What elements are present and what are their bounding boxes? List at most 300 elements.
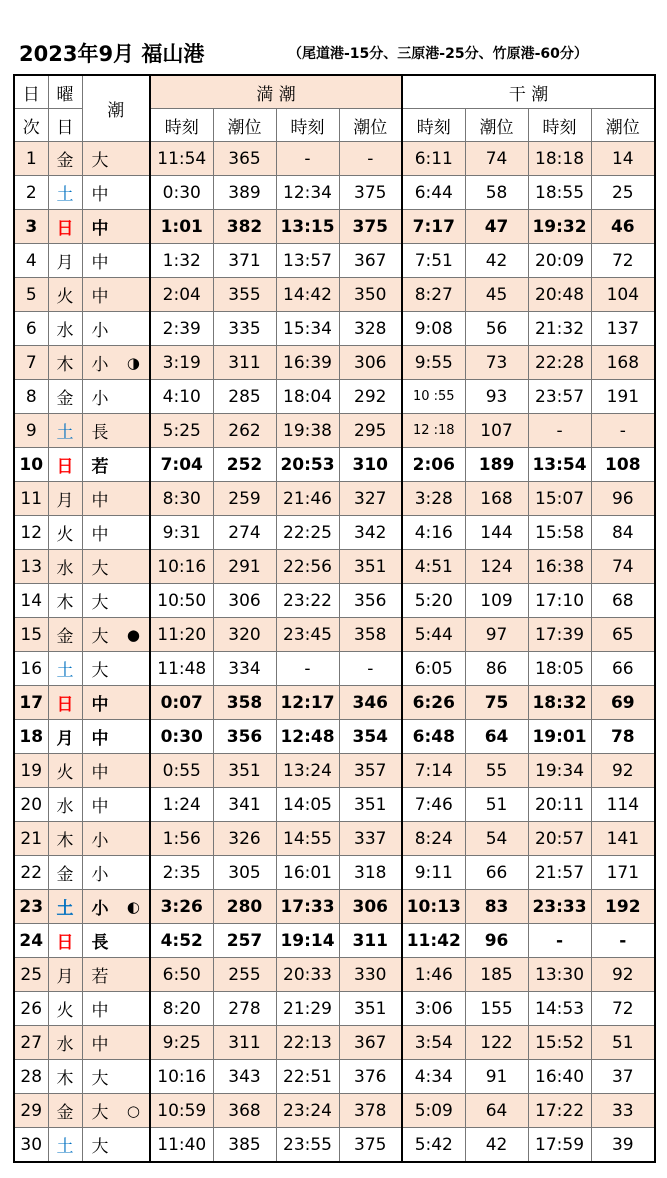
weekday-cell: 金 — [48, 142, 82, 176]
low-level-2-cell: 65 — [591, 618, 655, 652]
high-time-1-cell: 1:01 — [150, 210, 213, 244]
high-level-2-cell: 358 — [339, 618, 402, 652]
low-time-1-cell: 12 :18 — [402, 414, 465, 448]
table-row — [14, 278, 655, 312]
tide-type-label: 小 — [91, 831, 109, 851]
high-level-1-cell: 358 — [213, 686, 276, 720]
high-time-1-cell: 2:35 — [150, 856, 213, 890]
day-cell: 21 — [14, 822, 48, 856]
high-time-2-cell: 19:14 — [276, 924, 339, 958]
weekday-cell: 木 — [48, 822, 82, 856]
low-time-1-cell: 6:44 — [402, 176, 465, 210]
weekday-cell: 土 — [48, 1128, 82, 1163]
tide-type-label: 大 — [91, 559, 109, 579]
high-level-1-header: 潮位 — [213, 109, 276, 142]
high-level-1-cell: 259 — [213, 482, 276, 516]
low-level-2-cell: 192 — [591, 890, 655, 924]
day-cell: 13 — [14, 550, 48, 584]
low-level-1-cell: 144 — [465, 516, 528, 550]
low-level-1-cell: 97 — [465, 618, 528, 652]
low-time-2-cell: - — [528, 414, 591, 448]
tide-type-cell — [82, 618, 150, 652]
high-time-2-cell: 23:22 — [276, 584, 339, 618]
high-time-1-cell: 9:25 — [150, 1026, 213, 1060]
high-time-2-cell: 12:48 — [276, 720, 339, 754]
low-level-1-header: 潮位 — [465, 109, 528, 142]
low-time-1-cell: 5:42 — [402, 1128, 465, 1163]
low-time-1-cell: 7:46 — [402, 788, 465, 822]
high-level-2-cell: 350 — [339, 278, 402, 312]
low-time-2-cell: 15:52 — [528, 1026, 591, 1060]
table-row — [14, 822, 655, 856]
tide-type-label: 大 — [91, 627, 109, 647]
low-level-1-cell: 58 — [465, 176, 528, 210]
weekday-header-bottom: 日 — [48, 109, 82, 142]
tide-type-cell — [82, 1060, 150, 1094]
day-cell: 23 — [14, 890, 48, 924]
table-row — [14, 550, 655, 584]
low-level-2-cell: 168 — [591, 346, 655, 380]
high-time-1-header: 時刻 — [150, 109, 213, 142]
high-time-2-cell: 16:01 — [276, 856, 339, 890]
high-level-2-cell: 357 — [339, 754, 402, 788]
day-cell: 4 — [14, 244, 48, 278]
tide-type-cell — [82, 448, 150, 482]
tide-type-cell — [82, 550, 150, 584]
weekday-cell: 金 — [48, 380, 82, 414]
low-level-1-cell: 91 — [465, 1060, 528, 1094]
high-level-2-cell: 330 — [339, 958, 402, 992]
tide-type-label: 長 — [91, 423, 109, 443]
low-level-1-cell: 107 — [465, 414, 528, 448]
low-time-1-cell: 8:27 — [402, 278, 465, 312]
low-time-1-cell: 3:54 — [402, 1026, 465, 1060]
tide-type-label: 若 — [91, 967, 109, 987]
tide-type-label: 小 — [91, 389, 109, 409]
high-level-1-cell: 291 — [213, 550, 276, 584]
high-time-1-cell: 11:20 — [150, 618, 213, 652]
high-time-1-cell: 1:32 — [150, 244, 213, 278]
table-row — [14, 414, 655, 448]
low-level-2-cell: 191 — [591, 380, 655, 414]
low-level-1-cell: 168 — [465, 482, 528, 516]
high-level-2-header: 潮位 — [339, 109, 402, 142]
high-time-2-cell: 13:15 — [276, 210, 339, 244]
high-time-1-cell: 11:40 — [150, 1128, 213, 1163]
high-time-1-cell: 7:04 — [150, 448, 213, 482]
table-row — [14, 312, 655, 346]
high-level-2-cell: 342 — [339, 516, 402, 550]
table-row — [14, 346, 655, 380]
low-time-1-cell: 6:26 — [402, 686, 465, 720]
tide-type-label: 中 — [91, 1035, 109, 1055]
high-level-2-cell: - — [339, 142, 402, 176]
high-level-1-cell: 257 — [213, 924, 276, 958]
moon-phase-icon: ○ — [126, 1101, 140, 1120]
low-time-2-cell: 18:55 — [528, 176, 591, 210]
low-level-1-cell: 66 — [465, 856, 528, 890]
low-time-2-cell: 13:54 — [528, 448, 591, 482]
low-level-1-cell: 96 — [465, 924, 528, 958]
high-level-2-cell: 327 — [339, 482, 402, 516]
low-level-2-cell: 92 — [591, 754, 655, 788]
low-level-1-cell: 122 — [465, 1026, 528, 1060]
high-level-1-cell: 255 — [213, 958, 276, 992]
low-time-2-cell: 18:32 — [528, 686, 591, 720]
day-cell: 6 — [14, 312, 48, 346]
high-time-2-cell: - — [276, 142, 339, 176]
weekday-cell: 火 — [48, 516, 82, 550]
low-level-2-cell: 14 — [591, 142, 655, 176]
low-time-1-cell: 6:05 — [402, 652, 465, 686]
high-time-1-cell: 10:16 — [150, 1060, 213, 1094]
table-row — [14, 1026, 655, 1060]
tide-type-label: 若 — [91, 457, 109, 477]
low-time-2-cell: 17:59 — [528, 1128, 591, 1163]
tide-type-cell — [82, 652, 150, 686]
high-level-1-cell: 368 — [213, 1094, 276, 1128]
day-header-bottom: 次 — [14, 109, 48, 142]
high-time-2-cell: 22:13 — [276, 1026, 339, 1060]
high-level-2-cell: 306 — [339, 346, 402, 380]
high-level-2-cell: 311 — [339, 924, 402, 958]
weekday-cell: 木 — [48, 1060, 82, 1094]
high-time-1-cell: 5:25 — [150, 414, 213, 448]
tide-type-cell — [82, 992, 150, 1026]
high-level-2-cell: 310 — [339, 448, 402, 482]
day-cell: 17 — [14, 686, 48, 720]
weekday-cell: 火 — [48, 754, 82, 788]
day-cell: 24 — [14, 924, 48, 958]
low-level-2-cell: 51 — [591, 1026, 655, 1060]
low-level-1-cell: 51 — [465, 788, 528, 822]
high-level-1-cell: 356 — [213, 720, 276, 754]
low-time-2-cell: 23:33 — [528, 890, 591, 924]
low-time-1-cell: 6:11 — [402, 142, 465, 176]
weekday-cell: 土 — [48, 414, 82, 448]
low-time-1-cell: 9:11 — [402, 856, 465, 890]
tide-type-cell — [82, 822, 150, 856]
low-level-1-cell: 189 — [465, 448, 528, 482]
tide-type-label: 小 — [91, 321, 109, 341]
page-title: 2023年9月 福山港 — [19, 42, 205, 66]
day-cell: 1 — [14, 142, 48, 176]
table-row — [14, 448, 655, 482]
low-level-1-cell: 109 — [465, 584, 528, 618]
tide-type-label: 大 — [91, 151, 109, 171]
weekday-cell: 月 — [48, 720, 82, 754]
high-level-1-cell: 365 — [213, 142, 276, 176]
low-level-2-cell: 141 — [591, 822, 655, 856]
low-time-2-cell: 17:10 — [528, 584, 591, 618]
low-level-2-cell: 69 — [591, 686, 655, 720]
low-level-2-cell: - — [591, 924, 655, 958]
low-level-2-cell: 25 — [591, 176, 655, 210]
low-level-1-cell: 83 — [465, 890, 528, 924]
low-time-1-cell: 5:44 — [402, 618, 465, 652]
low-time-2-cell: 20:48 — [528, 278, 591, 312]
high-time-1-cell: 6:50 — [150, 958, 213, 992]
tide-type-cell — [82, 924, 150, 958]
high-level-2-cell: 375 — [339, 1128, 402, 1163]
high-time-2-cell: 21:46 — [276, 482, 339, 516]
high-level-2-cell: 351 — [339, 992, 402, 1026]
low-level-2-cell: 37 — [591, 1060, 655, 1094]
table-row — [14, 992, 655, 1026]
low-level-2-cell: - — [591, 414, 655, 448]
high-time-2-cell: 14:42 — [276, 278, 339, 312]
tide-type-label: 大 — [91, 1137, 109, 1157]
high-level-1-cell: 385 — [213, 1128, 276, 1163]
tide-type-label: 中 — [91, 763, 109, 783]
low-time-2-cell: 22:28 — [528, 346, 591, 380]
table-row — [14, 482, 655, 516]
low-time-2-header: 時刻 — [528, 109, 591, 142]
low-level-1-cell: 47 — [465, 210, 528, 244]
high-level-1-cell: 311 — [213, 346, 276, 380]
page-subtitle: （尾道港-15分、三原港-25分、竹原港-60分） — [288, 46, 588, 62]
high-time-1-cell: 0:07 — [150, 686, 213, 720]
day-header-top: 日 — [14, 75, 48, 109]
day-cell: 29 — [14, 1094, 48, 1128]
low-level-2-cell: 39 — [591, 1128, 655, 1163]
low-level-1-cell: 42 — [465, 244, 528, 278]
high-time-2-cell: - — [276, 652, 339, 686]
low-time-2-cell: 13:30 — [528, 958, 591, 992]
low-level-2-cell: 137 — [591, 312, 655, 346]
high-level-2-cell: 376 — [339, 1060, 402, 1094]
tide-type-label: 大 — [91, 1069, 109, 1089]
low-time-1-cell: 10 :55 — [402, 380, 465, 414]
tide-type-label: 長 — [91, 933, 109, 953]
weekday-cell: 木 — [48, 584, 82, 618]
high-time-2-cell: 17:33 — [276, 890, 339, 924]
table-row — [14, 720, 655, 754]
high-time-1-cell: 10:50 — [150, 584, 213, 618]
low-time-2-cell: 21:57 — [528, 856, 591, 890]
high-level-1-cell: 285 — [213, 380, 276, 414]
high-level-2-cell: 375 — [339, 176, 402, 210]
low-time-1-cell: 4:51 — [402, 550, 465, 584]
table-row — [14, 686, 655, 720]
high-time-2-cell: 12:34 — [276, 176, 339, 210]
low-level-2-cell: 104 — [591, 278, 655, 312]
high-level-1-cell: 280 — [213, 890, 276, 924]
low-time-2-cell: 20:57 — [528, 822, 591, 856]
weekday-cell: 水 — [48, 788, 82, 822]
low-time-1-cell: 11:42 — [402, 924, 465, 958]
low-level-1-cell: 56 — [465, 312, 528, 346]
low-level-2-cell: 72 — [591, 992, 655, 1026]
tide-type-cell — [82, 720, 150, 754]
day-cell: 7 — [14, 346, 48, 380]
high-level-1-cell: 371 — [213, 244, 276, 278]
high-level-2-cell: 295 — [339, 414, 402, 448]
tide-type-cell — [82, 312, 150, 346]
tide-type-label: 中 — [91, 525, 109, 545]
weekday-cell: 月 — [48, 482, 82, 516]
day-cell: 2 — [14, 176, 48, 210]
weekday-cell: 金 — [48, 618, 82, 652]
high-level-1-cell: 389 — [213, 176, 276, 210]
tide-type-cell — [82, 754, 150, 788]
low-level-2-cell: 171 — [591, 856, 655, 890]
low-level-1-cell: 54 — [465, 822, 528, 856]
day-cell: 11 — [14, 482, 48, 516]
weekday-cell: 土 — [48, 176, 82, 210]
table-row — [14, 142, 655, 176]
table-row — [14, 788, 655, 822]
low-level-2-cell: 72 — [591, 244, 655, 278]
high-level-2-cell: 354 — [339, 720, 402, 754]
high-time-1-cell: 2:04 — [150, 278, 213, 312]
tide-type-cell — [82, 244, 150, 278]
table-row — [14, 1128, 655, 1163]
header-row-top — [14, 75, 655, 109]
day-cell: 8 — [14, 380, 48, 414]
day-cell: 25 — [14, 958, 48, 992]
low-time-2-cell: 17:22 — [528, 1094, 591, 1128]
tide-type-cell — [82, 142, 150, 176]
low-time-2-cell: 14:53 — [528, 992, 591, 1026]
high-level-2-cell: 356 — [339, 584, 402, 618]
high-level-1-cell: 278 — [213, 992, 276, 1026]
high-level-2-cell: 292 — [339, 380, 402, 414]
high-time-2-cell: 20:33 — [276, 958, 339, 992]
high-level-1-cell: 320 — [213, 618, 276, 652]
low-level-1-cell: 55 — [465, 754, 528, 788]
tide-type-label: 小 — [91, 899, 109, 919]
high-time-1-cell: 11:48 — [150, 652, 213, 686]
weekday-cell: 日 — [48, 686, 82, 720]
day-cell: 5 — [14, 278, 48, 312]
table-row — [14, 618, 655, 652]
high-time-2-cell: 18:04 — [276, 380, 339, 414]
moon-phase-icon: ◐ — [126, 897, 140, 916]
low-level-1-cell: 64 — [465, 1094, 528, 1128]
tide-type-cell — [82, 584, 150, 618]
table-row — [14, 244, 655, 278]
high-level-1-cell: 351 — [213, 754, 276, 788]
high-time-2-cell: 14:55 — [276, 822, 339, 856]
high-level-1-cell: 274 — [213, 516, 276, 550]
day-cell: 19 — [14, 754, 48, 788]
low-time-2-cell: 18:18 — [528, 142, 591, 176]
high-level-2-cell: 337 — [339, 822, 402, 856]
low-time-2-cell: 20:09 — [528, 244, 591, 278]
high-time-1-cell: 8:20 — [150, 992, 213, 1026]
tide-type-cell — [82, 686, 150, 720]
low-level-1-cell: 42 — [465, 1128, 528, 1163]
tide-type-label: 中 — [91, 695, 109, 715]
tide-type-label: 中 — [91, 1001, 109, 1021]
weekday-cell: 土 — [48, 890, 82, 924]
high-time-1-cell: 1:24 — [150, 788, 213, 822]
low-level-1-cell: 74 — [465, 142, 528, 176]
tide-type-cell — [82, 1128, 150, 1163]
high-time-2-cell: 23:55 — [276, 1128, 339, 1163]
high-time-2-header: 時刻 — [276, 109, 339, 142]
high-time-2-cell: 22:25 — [276, 516, 339, 550]
high-time-1-cell: 10:16 — [150, 550, 213, 584]
day-cell: 20 — [14, 788, 48, 822]
low-time-2-cell: - — [528, 924, 591, 958]
day-cell: 30 — [14, 1128, 48, 1163]
low-level-2-header: 潮位 — [591, 109, 655, 142]
low-time-1-cell: 7:51 — [402, 244, 465, 278]
low-level-1-cell: 64 — [465, 720, 528, 754]
day-cell: 9 — [14, 414, 48, 448]
table-row — [14, 924, 655, 958]
tide-type-label: 小 — [91, 355, 109, 375]
weekday-header-top: 曜 — [48, 75, 82, 109]
day-cell: 22 — [14, 856, 48, 890]
high-time-1-cell: 3:26 — [150, 890, 213, 924]
tide-type-cell — [82, 176, 150, 210]
day-cell: 14 — [14, 584, 48, 618]
low-time-1-cell: 5:20 — [402, 584, 465, 618]
tide-type-label: 中 — [91, 287, 109, 307]
day-cell: 26 — [14, 992, 48, 1026]
weekday-cell: 日 — [48, 924, 82, 958]
weekday-cell: 水 — [48, 550, 82, 584]
tide-type-cell — [82, 958, 150, 992]
high-time-2-cell: 22:56 — [276, 550, 339, 584]
low-time-1-cell: 3:28 — [402, 482, 465, 516]
low-level-1-cell: 93 — [465, 380, 528, 414]
low-time-1-cell: 7:17 — [402, 210, 465, 244]
high-level-1-cell: 262 — [213, 414, 276, 448]
low-time-2-cell: 18:05 — [528, 652, 591, 686]
tide-type-cell — [82, 278, 150, 312]
low-level-1-cell: 86 — [465, 652, 528, 686]
weekday-cell: 金 — [48, 856, 82, 890]
table-row — [14, 652, 655, 686]
high-level-2-cell: 306 — [339, 890, 402, 924]
low-time-2-cell: 21:32 — [528, 312, 591, 346]
tide-type-header: 潮 — [82, 75, 150, 142]
weekday-cell: 月 — [48, 958, 82, 992]
high-time-2-cell: 19:38 — [276, 414, 339, 448]
day-cell: 3 — [14, 210, 48, 244]
low-time-2-cell: 19:01 — [528, 720, 591, 754]
low-tide-header: 干 潮 — [402, 75, 655, 109]
high-time-1-cell: 0:55 — [150, 754, 213, 788]
low-level-2-cell: 114 — [591, 788, 655, 822]
table-row — [14, 380, 655, 414]
low-level-2-cell: 84 — [591, 516, 655, 550]
weekday-cell: 日 — [48, 210, 82, 244]
high-level-1-cell: 311 — [213, 1026, 276, 1060]
low-time-1-cell: 9:55 — [402, 346, 465, 380]
tide-type-label: 大 — [91, 1103, 109, 1123]
weekday-cell: 日 — [48, 448, 82, 482]
low-time-1-header: 時刻 — [402, 109, 465, 142]
low-time-2-cell: 15:07 — [528, 482, 591, 516]
low-level-2-cell: 92 — [591, 958, 655, 992]
high-time-1-cell: 0:30 — [150, 176, 213, 210]
high-level-1-cell: 355 — [213, 278, 276, 312]
low-level-2-cell: 33 — [591, 1094, 655, 1128]
high-level-1-cell: 343 — [213, 1060, 276, 1094]
weekday-cell: 水 — [48, 1026, 82, 1060]
day-cell: 18 — [14, 720, 48, 754]
low-time-1-cell: 4:16 — [402, 516, 465, 550]
tide-table — [13, 74, 656, 1163]
day-cell: 12 — [14, 516, 48, 550]
high-time-2-cell: 13:24 — [276, 754, 339, 788]
tide-type-cell — [82, 890, 150, 924]
